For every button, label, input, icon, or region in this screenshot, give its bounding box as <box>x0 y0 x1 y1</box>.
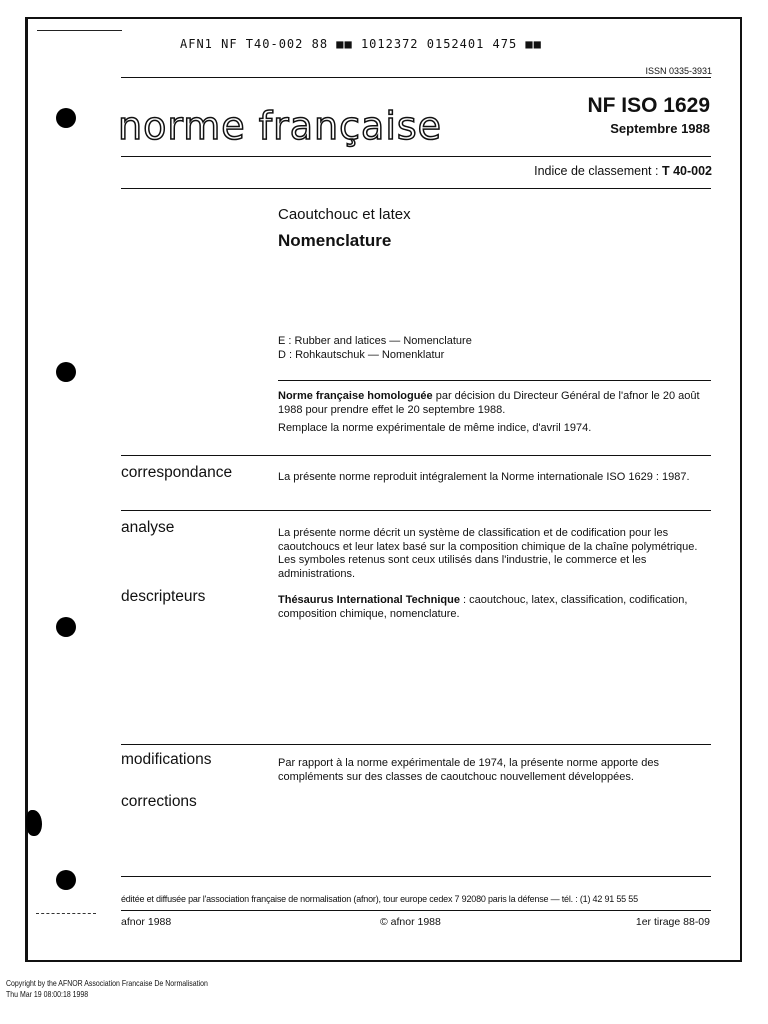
descripteurs-text <box>278 594 716 621</box>
label-corrections: corrections <box>121 793 197 810</box>
publication-date: Septembre 1988 <box>610 121 710 136</box>
homologation-body: par décision du Directeur Général de l'afnor le 20 août 1988 pour prendre effet le 20 septembre 1988. <box>278 390 700 416</box>
german-title: D : Rohkautschuk — Nomenklatur <box>278 349 445 361</box>
copyright-timestamp: Thu Mar 19 08:00:18 1998 <box>6 989 89 999</box>
scan-blotch <box>26 810 42 836</box>
correspondance-text: La présente norme reproduit intégralement la Norme internationale ISO 1629 : 1987. <box>278 471 690 483</box>
issn: ISSN 0335-3931 <box>645 66 712 76</box>
scan-mark <box>36 913 96 914</box>
indice-label: Indice de classement : <box>534 164 659 178</box>
modifications-text: Par rapport à la norme expérimentale de 1974, la présente norme apporte des compléments sur des classes de caoutchouc nouvellement développées. <box>278 757 659 783</box>
footer-center: © afnor 1988 <box>380 916 441 928</box>
footer-rule <box>121 910 711 911</box>
translations <box>278 334 472 362</box>
label-correspondance: correspondance <box>121 464 233 481</box>
copyright-stamp <box>6 978 252 1000</box>
editor-line: éditée et diffusée par l'association française de normalisation (afnor), tour europe cedex 7 92080 paris la défense — tél. : (1) 42 91 55 55 <box>121 894 638 904</box>
homologation-bold: Norme française homologuée <box>278 390 433 402</box>
section-rule <box>121 744 711 745</box>
homologation-text <box>278 389 718 417</box>
indice-value: T 40-002 <box>661 164 712 178</box>
english-title: E : Rubber and latices — Nomenclature <box>278 335 472 347</box>
top-scan-line <box>37 30 122 31</box>
descripteurs-body: : caoutchouc, latex, classification, codification, composition chimique, nomenclature. <box>278 594 688 620</box>
barcode-line: AFN1 NF T40-002 88 ■■ 1012372 0152401 475 ■■ <box>180 37 542 51</box>
footer-rule <box>121 876 711 877</box>
punch-hole <box>56 362 76 382</box>
label-descripteurs: descripteurs <box>121 588 206 605</box>
header-rule <box>121 77 711 78</box>
section-rule <box>121 510 711 511</box>
footer-right: 1er tirage 88-09 <box>635 916 710 928</box>
punch-hole <box>56 870 76 890</box>
section-rule <box>121 455 711 456</box>
subject: Caoutchouc et latex <box>278 206 411 223</box>
document-page <box>25 17 742 962</box>
document-title: Nomenclature <box>278 231 392 250</box>
standard-code: NF ISO 1629 <box>587 94 710 117</box>
translation-rule <box>278 380 711 381</box>
analyse-text: La présente norme décrit un système de classification et de codification pour les caoutchoucs et leur latex basé sur la composition chimique de la chaîne polymétrique. Les symboles retenus sont ceux utilisés dans l'industrie, le commerce et les administrations. <box>278 527 698 580</box>
punch-hole <box>56 617 76 637</box>
descripteurs-bold: Thésaurus International Technique <box>278 594 460 606</box>
homologation-block <box>278 389 718 435</box>
copyright-line: Copyright by the AFNOR Association Francaise De Normalisation <box>6 978 208 988</box>
brand-title: norme française <box>118 104 443 148</box>
punch-hole <box>56 108 76 128</box>
replaces-text: Remplace la norme expérimentale de même indice, d'avril 1974. <box>278 422 592 434</box>
footer-left: afnor 1988 <box>121 916 172 928</box>
brand-rule <box>121 156 711 157</box>
label-analyse: analyse <box>121 519 175 536</box>
label-modifications: modifications <box>121 751 212 768</box>
classification-index <box>534 164 712 178</box>
indice-rule <box>121 188 711 189</box>
